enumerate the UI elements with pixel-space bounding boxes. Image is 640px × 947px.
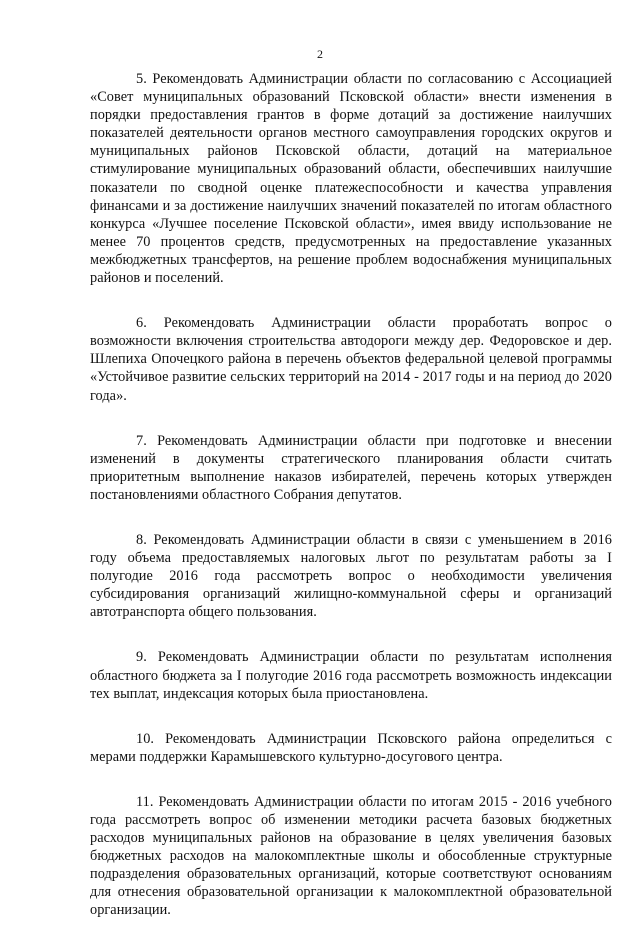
paragraph-9: 9. Рекомендовать Администрации области по результатам исполнения областного бюджета за I полугодие 2016 года рассмотреть возможность индексации тех выплат, индексация которых была приостановлена.	[90, 649, 612, 702]
paragraph-7: 7. Рекомендовать Администрации области при подготовке и внесении изменений в документы стратегического планирования области считать приоритетным выполнение наказов избирателей, перечень которых утвержден постановлениями областного Собрания депутатов.	[90, 432, 612, 503]
paragraph-10: 10. Рекомендовать Администрации Псковского района определиться с мерами поддержки Карамышевского культурно-досугового центра.	[90, 730, 612, 765]
paragraph-11: 11. Рекомендовать Администрации области по итогам 2015 - 2016 учебного года рассмотреть вопрос об изменении методики расчета базовых бюджетных расходов муниципальных районов на образование в целях увеличения базовых бюджетных расходов на малокомплектные школы и обособленные структурные подразделения образовательных организаций, которые соответствуют основаниям для отнесения образовательной организации к малокомплектной образовательной организации.	[90, 793, 612, 919]
paragraph-5: 5. Рекомендовать Администрации области по согласованию с Ассоциацией «Совет муниципальных образований Псковской области» внести изменения в порядки предоставления грантов в форме дотаций за достижение наилучших показателей деятельности органов местного самоуправления городских округов и муниципальных районов Псковской области, дотаций на материальное стимулирование муниципальных образований области, обеспечивших наилучшие показатели по сводной оценке платежеспособности и качества управления финансами и за достижение наилучших значений показателей по итогам областного конкурса «Лучшее поселение Псковской области», имея ввиду использование не менее 70 процентов средств, предусмотренных на предоставление указанных межбюджетных трансфертов, на решение проблем водоснабжения муниципальных районов и поселений.	[90, 71, 612, 287]
paragraph-8: 8. Рекомендовать Администрации области в связи с уменьшением в 2016 году объема предоставляемых налоговых льгот по результатам работы за I полугодие 2016 года рассмотреть вопрос о необходимости увеличения субсидирования организаций жилищно-коммунальной сферы и организаций автотранспорта общего пользования.	[90, 531, 612, 621]
page-number: 2	[317, 47, 323, 61]
document-body	[90, 70, 612, 947]
paragraph-6: 6. Рекомендовать Администрации области проработать вопрос о возможности включения строительства автодороги между дер. Федоровское и дер. Шлепиха Опочецкого района в перечень объектов федеральной целевой программы «Устойчивое развитие сельских территорий на 2014 - 2017 годы и на период до 2020 года».	[90, 315, 612, 404]
